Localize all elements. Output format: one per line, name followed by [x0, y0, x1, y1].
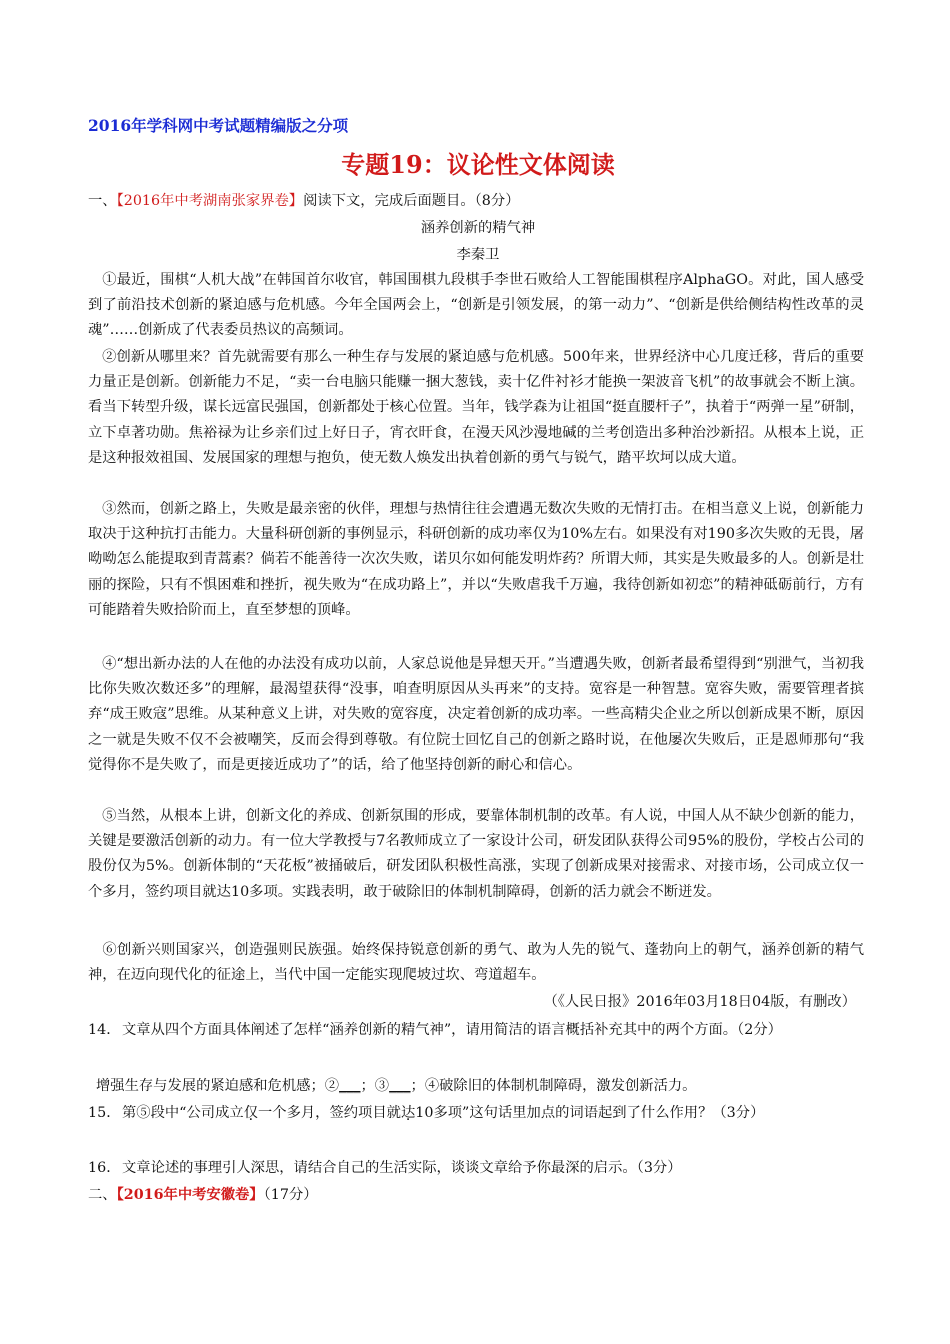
emphasis-dot-word: 仅	[243, 1105, 258, 1121]
paragraph-6: ⑥创新兴则国家兴，创造强则民族强。始终保持锐意创新的勇气、敢为人先的锐气、蓬勃向上的朝气，涵养创新的精气神，在迈向现代化的征途上，当代中国一定能实现爬坡过坎、弯道超车。	[88, 942, 864, 984]
section1-instruction: 阅读下文，完成后面题目。（8分）	[303, 193, 520, 209]
emphasis-dot-word: 达	[400, 1105, 416, 1121]
paragraph-2: ②创新从哪里来？首先就需要有那么一种生存与发展的紧迫感与危机感。500年来，世界经济中心几度迁移，背后的重要力量正是创新。创新能力不足，“卖一台电脑只能赚一捆大葱钱，卖十亿件衬衫才能换一架波音飞机”的故事就会不断上演。看当下转型升级，谋长远富民强国，创新都处于核心位置。当年，钱学森为让祖国“挺直腰杆子”，执着于“两弹一星”研制，立下卓著功勋。焦裕禄为让乡亲们过上好日子，宵衣旰食，在漫天风沙漫地碱的兰考创造出多种治沙新招。从根本上说，正是这种报效祖国、发展国家的理想与抱负，使无数人焕发出执着创新的勇气与锐气，踏平坎坷以成大道。	[88, 349, 864, 466]
paragraph-5: ⑤当然，从根本上讲，创新文化的养成、创新氛围的形成，要靠体制机制的改革。有人说，中国人从不缺少创新的能力，关键是要激活创新的动力。有一位大学教授与7名教师成立了一家设计公司，研发团队获得公司95%的股份，学校占公司的股份仅为5%。创新体制的“天花板”被捅破后，研发团队积极性高涨，实现了创新成果对接需求、对接市场，公司成立仅一个多月，签约项目就达10多项。实践表明，敢于破除旧的体制机制障碍，创新的活力就会不断迸发。	[88, 808, 864, 900]
series-title: 2016年学科网中考试题精编版之分项	[88, 116, 349, 135]
question-16: 16． 文章论述的事理引人深思，请结合自己的生活实际，谈谈文章给予你最深的启示。（3分）	[88, 1160, 682, 1176]
article-title: 涵养创新的精气神	[420, 220, 536, 236]
section1-prefix: 一、	[88, 193, 117, 209]
section1-heading	[88, 190, 520, 212]
paragraph-1: ①最近，围棋“人机大战”在韩国首尔收官，韩国围棋九段棋手李世石败给人工智能围棋程序AlphaGO。对此，国人感受到了前沿技术创新的紧迫感与危机感。今年全国两会上，“创新是引领发展，的第一动力”、“创新是供给侧结构性改革的灵魂”……创新成了代表委员热议的高频词。	[88, 272, 864, 339]
paragraph-4: ④“想出新办法的人在他的办法没有成功以前，人家总说他是异想天开。”当遭遇失败，创新者最希望得到“别泄气，当初我比你失败次数还多”的理解，最渴望获得“没事，咱查明原因从头再来”的支持。宽容是一种智慧。宽容失败，需要管理者摈弃“成王败寇”思维。从某种意义上讲，对失败的宽容度，决定着创新的成功率。一些高精尖企业之所以创新成果不断，原因之一就是失败不仅不会被嘲笑，反而会得到尊敬。有位院士回忆自己的创新之路时说，在他屡次失败后，正是恩师那句“我觉得你不是失败了，而是更接近成功了”的话，给了他坚持创新的耐心和信心。	[88, 656, 864, 773]
question-15: 15． 第⑤段中“公司成立仅一个多月，签约项目就达10多项”这句话里加点的词语起到了什么作用？（3分）	[88, 1105, 765, 1121]
section2-heading	[88, 1184, 318, 1206]
paragraph-3: ③然而，创新之路上，失败是最亲密的伙伴，理想与热情往往会遭遇无数次失败的无情打击。在相当意义上说，创新能力取决于这种抗打击能力。大量科研创新的事例显示，科研创新的成功率仅为10%左右。如果没有对190多次失败的无畏，屠呦呦怎么能提取到青蒿素？倘若不能善待一次次失败，诺贝尔如何能发明炸药？所谓大师，其实是失败最多的人。创新是壮丽的探险，只有不惧困难和挫折，视失败为“在成功路上”，并以“失败虐我千万遍，我待创新如初恋”的精神砥砺前行，方有可能踏着失败拾阶而上，直至梦想的顶峰。	[88, 501, 864, 618]
question-14-answer: 增强生存与发展的紧迫感和危机感；②___；③___；④破除旧的体制机制障碍，激发创新活力。	[96, 1078, 697, 1094]
page-title: 专题19：议论性文体阅读	[341, 150, 615, 179]
section2-prefix: 二、	[88, 1187, 117, 1203]
article-author: 李秦卫	[456, 247, 500, 263]
answer-blank[interactable]: ___	[339, 1078, 361, 1094]
section1-source-tag: 【2016年中考湖南张家界卷】	[116, 193, 304, 209]
section2-source-tag: 【2016年中考安徽卷】	[116, 1187, 264, 1203]
answer-blank[interactable]: ___	[389, 1078, 411, 1094]
article-source: （《人民日报》2016年03月18日04版，有删改）	[543, 994, 856, 1010]
question-14: 14． 文章从四个方面具体阐述了怎样“涵养创新的精气神”，请用简洁的语言概括补充其中的两个方面。（2分）	[88, 1022, 782, 1038]
section2-points: （17分）	[263, 1187, 318, 1203]
